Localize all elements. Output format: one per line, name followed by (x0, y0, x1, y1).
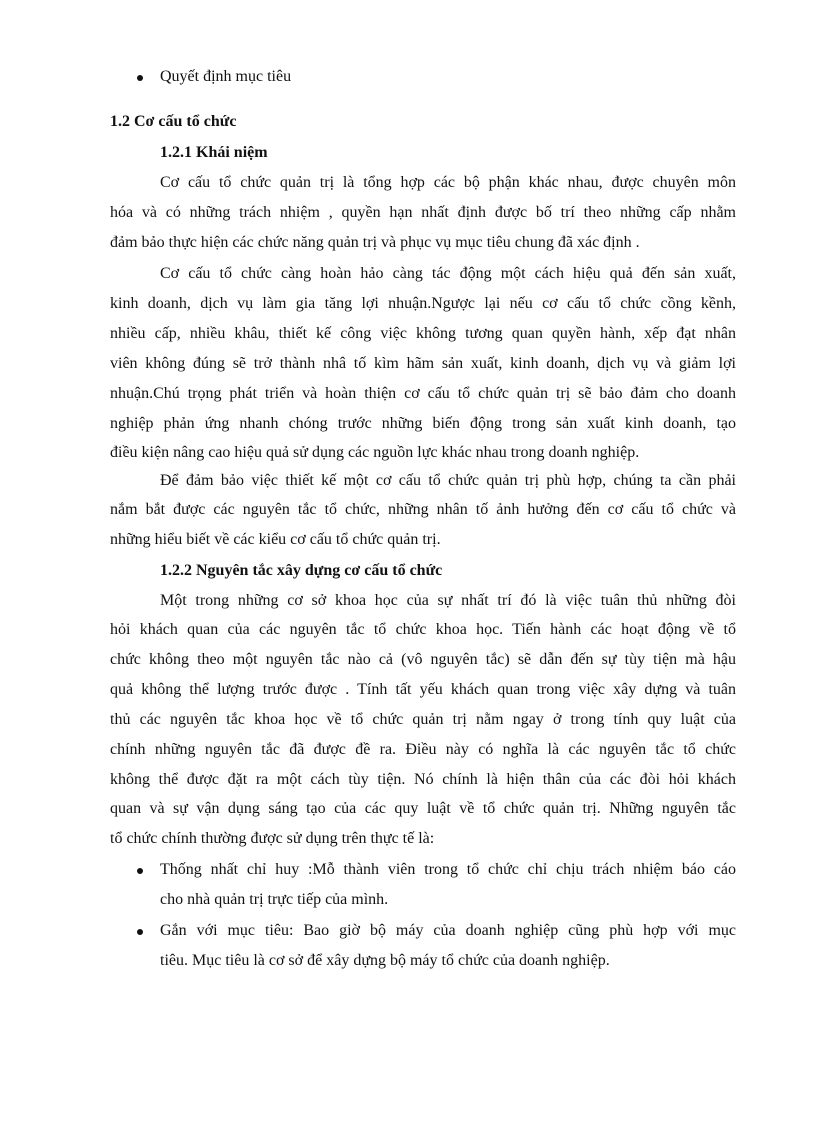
paragraph-line: nghiệp phản ứng nhanh chóng trước những biến động trong sản xuất kinh doanh, tạo (110, 415, 736, 432)
list-item: Quyết định mục tiêu (160, 68, 292, 85)
paragraph-line: quan và sự vận dụng sáng tạo của các quy luật về tổ chức quản trị. Những nguyên tắc (110, 800, 736, 817)
subsection-heading: 1.2.1 Khái niệm (160, 144, 268, 161)
list-item: tiêu. Mục tiêu là cơ sở để xây dựng bộ máy tổ chức của doanh nghiệp. (160, 952, 610, 969)
paragraph-line: thủ các nguyên tắc khoa học về tổ chức quản trị nằm ngay ở trong tính quy luật của (110, 711, 736, 728)
list-item: cho nhà quản trị trực tiếp của mình. (160, 891, 389, 908)
paragraph-line: chính những nguyên tắc đã được đề ra. Điều này có nghĩa là các nguyên tắc tổ chức (110, 741, 736, 758)
section-heading: 1.2 Cơ cấu tổ chức (110, 113, 237, 130)
paragraph-line: Một trong những cơ sở khoa học của sự nhất trí đó là việc tuân thủ những đòi (160, 592, 736, 609)
paragraph-line: kinh doanh, dịch vụ làm gia tăng lợi nhuận.Ngược lại nếu cơ cấu tổ chức cồng kềnh, (110, 295, 736, 312)
bullet-icon (137, 929, 143, 935)
subsection-heading: 1.2.2 Nguyên tắc xây dựng cơ cấu tổ chức (160, 562, 443, 579)
paragraph-line: đảm bảo thực hiện các chức năng quản trị và phục vụ mục tiêu chung đã xác định . (110, 234, 640, 251)
list-item: Thống nhất chỉ huy :Mỗ thành viên trong tổ chức chỉ chịu trách nhiệm báo cáo (160, 861, 736, 878)
paragraph-line: hóa và có những trách nhiệm , quyền hạn nhất định được bố trí theo những cấp nhằm (110, 204, 736, 221)
paragraph-line: Để đảm bảo việc thiết kế một cơ cấu tổ chức quản trị phù hợp, chúng ta cần phải (160, 472, 736, 489)
bullet-icon (137, 75, 143, 81)
paragraph-line: viên không đúng sẽ trở thành nhâ tố kìm hãm sản xuất, kinh doanh, dịch vụ và giảm lợi (110, 355, 736, 372)
paragraph-line: chức không theo một nguyên tắc nào cả (vô nguyên tắc) sẽ dẫn đến sự tùy tiện mà hậu (110, 651, 736, 668)
paragraph-line: nhuận.Chú trọng phát triển và hoàn thiện cơ cấu tổ chức quản trị sẽ bảo đảm cho doanh (110, 385, 736, 402)
paragraph-line: điều kiện nâng cao hiệu quả sử dụng các nguồn lực khác nhau trong doanh nghiệp. (110, 444, 640, 461)
paragraph-line: Cơ cấu tổ chức quản trị là tổng hợp các bộ phận khác nhau, được chuyên môn (160, 174, 736, 191)
paragraph-line: hỏi khách quan của các nguyên tắc tổ chức khoa học. Tiến hành các hoạt động về tổ (110, 621, 736, 638)
paragraph-line: không thể được đặt ra một cách tùy tiện. Nó chính là hiện thân của các đòi hỏi khách (110, 771, 736, 788)
paragraph-line: quả không thể lượng trước được . Tính tất yếu khách quan trong việc xây dựng và tuân (110, 681, 736, 698)
paragraph-line: những hiểu biết về các kiểu cơ cấu tổ chức quản trị. (110, 531, 441, 548)
paragraph-line: Cơ cấu tổ chức càng hoàn hảo càng tác động một cách hiệu quả đến sản xuất, (160, 265, 736, 282)
list-item: Gắn với mục tiêu: Bao giờ bộ máy của doanh nghiệp cũng phù hợp với mục (160, 922, 736, 939)
paragraph-line: nắm bắt được các nguyên tắc tổ chức, những nhân tố ảnh hưởng đến cơ cấu tổ chức và (110, 501, 736, 518)
paragraph-line: nhiều cấp, nhiều khâu, thiết kế công việc không tương quan quyền hành, xếp đạt nhân (110, 325, 736, 342)
bullet-icon (137, 868, 143, 874)
paragraph-line: tổ chức chính thường được sử dụng trên thực tế là: (110, 830, 435, 847)
